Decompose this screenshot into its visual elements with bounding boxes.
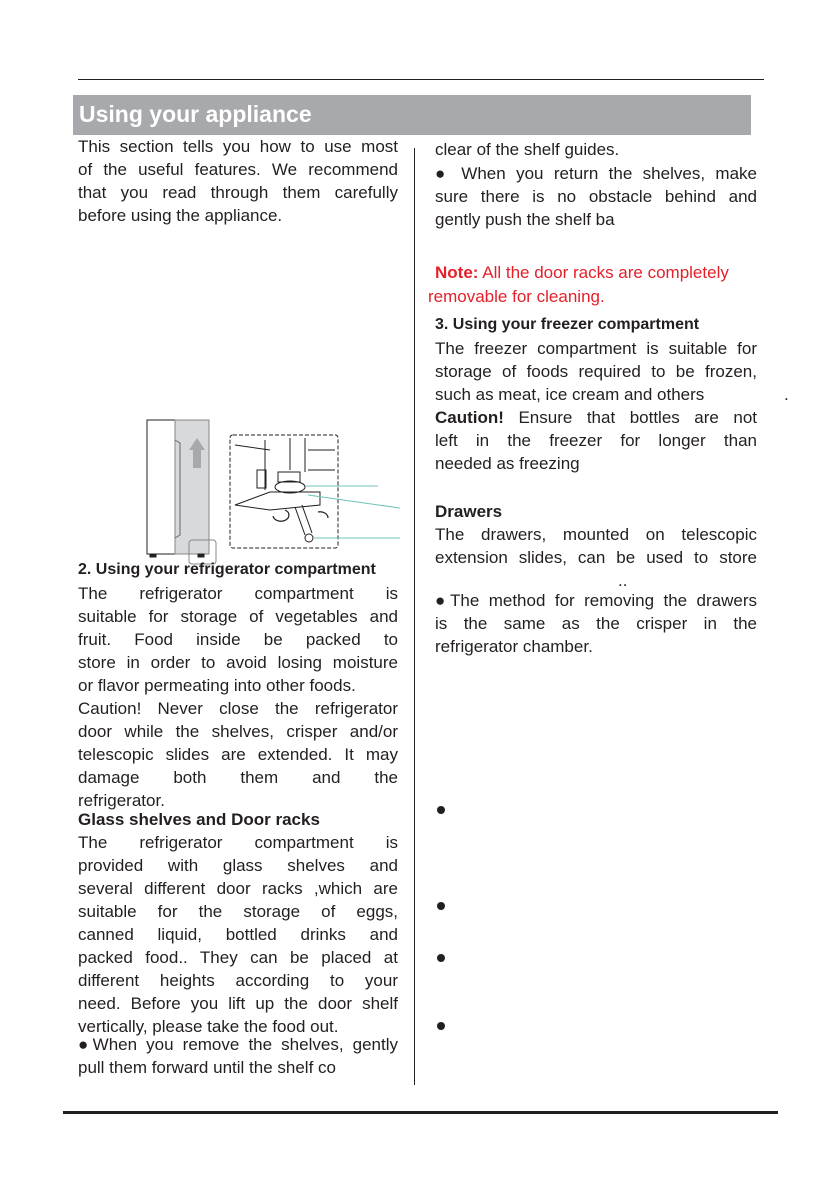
bullet-icon [437, 806, 445, 814]
text-line: packed food.. They can be placed at [78, 948, 398, 967]
text-line: or flavor permeating into other foods. [78, 676, 356, 695]
text-line: left in the freezer for longer than [435, 431, 757, 450]
text-line: clear of the shelf guides. [435, 140, 620, 159]
door-adjustment-illustration [130, 410, 400, 570]
text-line: need. Before you lift up the door shelf [78, 994, 398, 1013]
column-divider [414, 148, 415, 1085]
text-line: ●The method for removing the drawers [435, 591, 757, 610]
text-line: needed as freezing [435, 454, 580, 473]
text-line: Caution! Never close the refrigerator [78, 699, 398, 718]
text-line: canned liquid, bottled drinks and [78, 925, 398, 944]
text-line: several different door racks ,which are [78, 879, 398, 898]
text-line: suitable for storage of vegetables and [78, 607, 398, 626]
text-line: refrigerator. [78, 791, 165, 810]
header-rule [78, 79, 764, 80]
subheading: 3. Using your freezer compartment [435, 316, 700, 333]
bullet-icon [437, 954, 445, 962]
text-line: Caution! Ensure that bottles are not [435, 408, 757, 427]
text-line: ● When you return the shelves, make [435, 164, 757, 183]
text-line: different heights according to your [78, 971, 398, 990]
text-line: Note: All the door racks are completely [435, 263, 729, 282]
text-line: ●When you remove the shelves, gently [78, 1035, 398, 1054]
text-line: provided with glass shelves and [78, 856, 398, 875]
bullet-icon [437, 1022, 445, 1030]
text-line: gently push the shelf ba [435, 210, 615, 229]
section-title-band [73, 95, 751, 135]
subheading: Drawers [435, 502, 503, 521]
note-label: Note: [435, 263, 479, 282]
text-line: such as meat, ice cream and others [435, 385, 705, 404]
text-line: is the same as the crisper in the [435, 614, 757, 633]
text-line: telescopic slides are extended. It may [78, 745, 398, 764]
footer-rule [63, 1111, 778, 1114]
text-line: .. [618, 571, 628, 590]
text-line: The refrigerator compartment is [78, 584, 398, 603]
text-line: This section tells you how to use most [78, 137, 398, 156]
text-line: The drawers, mounted on telescopic [435, 525, 757, 544]
text-line: refrigerator chamber. [435, 637, 593, 656]
text-line: The refrigerator compartment is [78, 833, 398, 852]
text-line: storage of foods required to be frozen, [435, 362, 757, 381]
text-line: of the useful features. We recommend [78, 160, 398, 179]
text-line: . [784, 385, 789, 404]
text-line: extension slides, can be used to store [435, 548, 757, 567]
text-line: door while the shelves, crisper and/or [78, 722, 398, 741]
text-line: removable for cleaning. [428, 287, 605, 306]
text-line: that you read through them carefully [78, 183, 398, 202]
subheading: 2. Using your refrigerator compartment [78, 561, 376, 578]
text-line: sure there is no obstacle behind and [435, 187, 757, 206]
text-line: damage both them and the [78, 768, 398, 787]
text-line: vertically, please take the food out. [78, 1017, 339, 1036]
bullet-icon [437, 902, 445, 910]
text-line: suitable for the storage of eggs, [78, 902, 398, 921]
text-line: The freezer compartment is suitable for [435, 339, 757, 358]
text-line: before using the appliance. [78, 206, 283, 225]
text-line: pull them forward until the shelf co [78, 1058, 336, 1077]
subheading: Glass shelves and Door racks [78, 810, 320, 829]
text-line: store in order to avoid losing moisture [78, 653, 398, 672]
fridge-door-figure [147, 420, 216, 564]
section-title: Using your appliance [79, 101, 312, 127]
text-line: fruit. Food inside be packed to [78, 630, 398, 649]
hinge-wrench-figure [230, 435, 338, 548]
